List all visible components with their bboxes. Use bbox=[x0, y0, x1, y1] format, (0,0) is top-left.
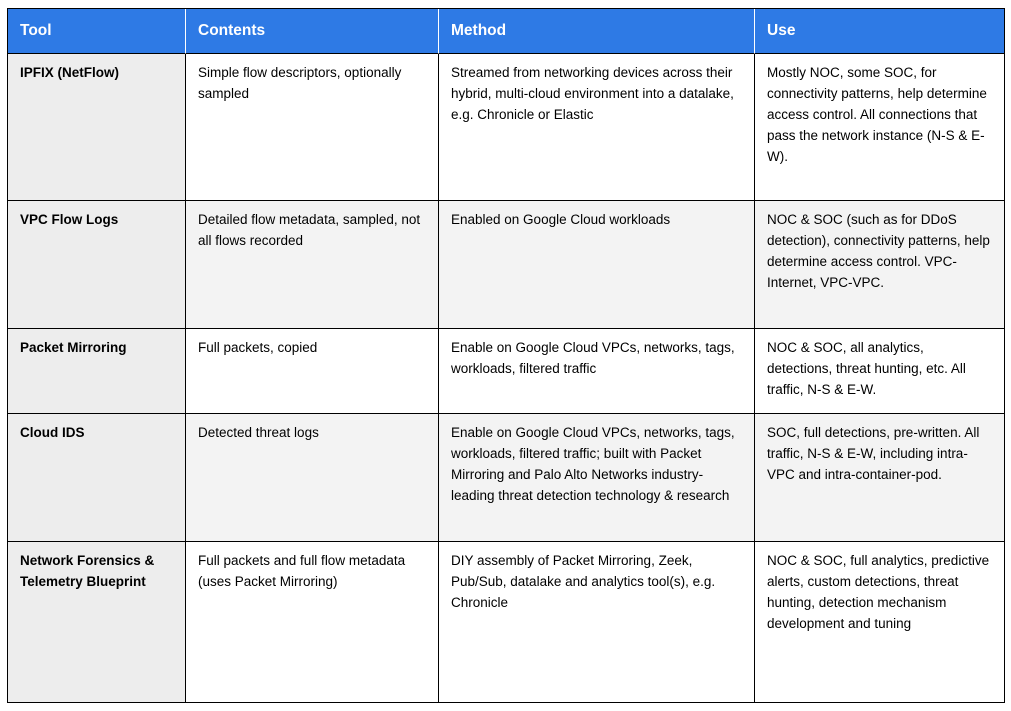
header-cell-use: Use bbox=[755, 9, 1004, 54]
cell-method: Enable on Google Cloud VPCs, networks, tags, workloads, filtered traffic bbox=[439, 329, 755, 414]
cell-tool: IPFIX (NetFlow) bbox=[8, 54, 186, 201]
header-cell-contents: Contents bbox=[186, 9, 439, 54]
cell-use: NOC & SOC (such as for DDoS detection), connectivity patterns, help determine access control. VPC-Internet, VPC-VPC. bbox=[755, 201, 1004, 329]
table-row bbox=[8, 201, 1004, 329]
table-row bbox=[8, 542, 1004, 702]
cell-method: Enabled on Google Cloud workloads bbox=[439, 201, 755, 329]
cell-method: Streamed from networking devices across their hybrid, multi-cloud environment into a datalake, e.g. Chronicle or Elastic bbox=[439, 54, 755, 201]
cell-tool: Cloud IDS bbox=[8, 414, 186, 542]
cell-contents: Full packets and full flow metadata (uses Packet Mirroring) bbox=[186, 542, 439, 702]
cell-method: Enable on Google Cloud VPCs, networks, tags, workloads, filtered traffic; built with Packet Mirroring and Palo Alto Networks industry-leading threat detection technology & research bbox=[439, 414, 755, 542]
cell-contents: Simple flow descriptors, optionally sampled bbox=[186, 54, 439, 201]
cell-use: SOC, full detections, pre-written. All traffic, N-S & E-W, including intra-VPC and intra-container-pod. bbox=[755, 414, 1004, 542]
cell-contents: Full packets, copied bbox=[186, 329, 439, 414]
table-row bbox=[8, 329, 1004, 414]
cell-tool: Packet Mirroring bbox=[8, 329, 186, 414]
cell-method: DIY assembly of Packet Mirroring, Zeek, Pub/Sub, datalake and analytics tool(s), e.g. Chronicle bbox=[439, 542, 755, 702]
cell-use: NOC & SOC, all analytics, detections, threat hunting, etc. All traffic, N-S & E-W. bbox=[755, 329, 1004, 414]
table-row bbox=[8, 54, 1004, 201]
table-row bbox=[8, 414, 1004, 542]
header-row bbox=[8, 9, 1004, 54]
cell-tool: VPC Flow Logs bbox=[8, 201, 186, 329]
cell-contents: Detailed flow metadata, sampled, not all flows recorded bbox=[186, 201, 439, 329]
cell-contents: Detected threat logs bbox=[186, 414, 439, 542]
cell-use: Mostly NOC, some SOC, for connectivity patterns, help determine access control. All connections that pass the network instance (N-S & E-W). bbox=[755, 54, 1004, 201]
header-cell-method: Method bbox=[439, 9, 755, 54]
header-cell-tool: Tool bbox=[8, 9, 186, 54]
cell-tool: Network Forensics & Telemetry Blueprint bbox=[8, 542, 186, 702]
telemetry-tools-table bbox=[7, 8, 1005, 703]
cell-use: NOC & SOC, full analytics, predictive alerts, custom detections, threat hunting, detection mechanism development and tuning bbox=[755, 542, 1004, 702]
